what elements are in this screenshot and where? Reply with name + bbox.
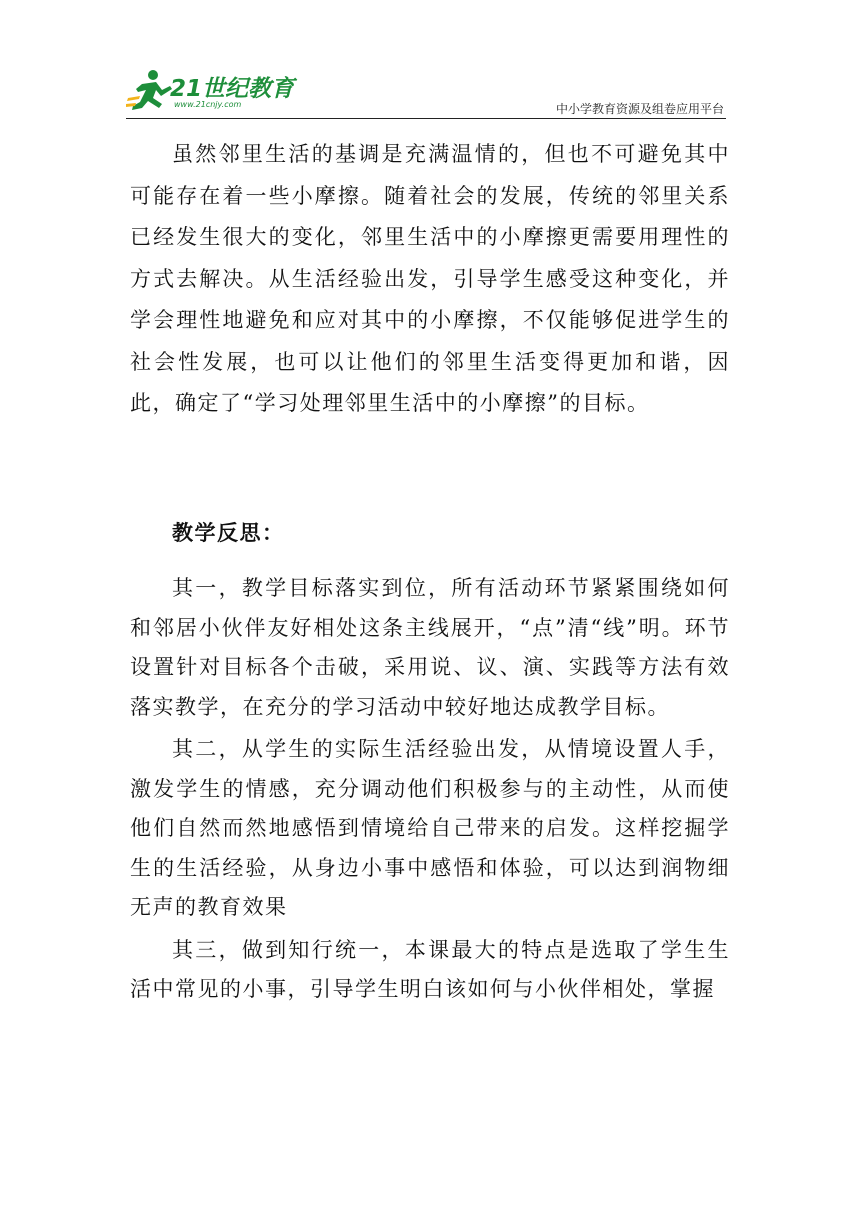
logo-url: www.21cnjy.com [174, 100, 242, 109]
section-heading: 教学反思： [172, 519, 285, 545]
page-header [126, 68, 726, 118]
header-divider [126, 118, 726, 119]
intro-paragraph: 虽然邻里生活的基调是充满温情的，但也不可避免其中可能存在着一些小摩擦。随着社会的发展，传统的邻里关系已经发生很大的变化，邻里生活中的小摩擦更需要用理性的方式去解决。从生活经验出发，引导学生感受这种变化，并学会理性地避免和应对其中的小摩擦，不仅能够促进学生的社会性发展，也可以让他们的邻里生活变得更加和谐，因此，确定了“学习处理邻里生活中的小摩擦”的目标。 [130, 142, 730, 415]
logo [126, 68, 296, 116]
logo-text: 21世纪教育 [170, 76, 295, 102]
reflection-paragraph-2: 其二，从学生的实际生活经验出发，从情境设置人手，激发学生的情感，充分调动他们积极参与的主动性，从而使他们自然而然地感悟到情境给自己带来的启发。这样挖掘学生的生活经验，从身边小事中感悟和体验，可以达到润物细无声的教育效果 [130, 737, 730, 919]
reflection-paragraph-1: 其一，教学目标落实到位，所有活动环节紧紧围绕如何和邻居小伙伴友好相处这条主线展开，“点”清“线”明。环节设置针对目标各个击破，采用说、议、演、实践等方法有效落实教学，在充分的学习活动中较好地达成教学目标。 [130, 576, 730, 719]
document-body [130, 134, 730, 1013]
reflection-paragraph-3: 其三，做到知行统一，本课最大的特点是选取了学生生活中常见的小事，引导学生明白该如何与小伙伴相处，掌握 [130, 937, 730, 1001]
runner-logo-icon [126, 68, 174, 112]
header-tagline: 中小学教育资源及组卷应用平台 [555, 102, 724, 116]
